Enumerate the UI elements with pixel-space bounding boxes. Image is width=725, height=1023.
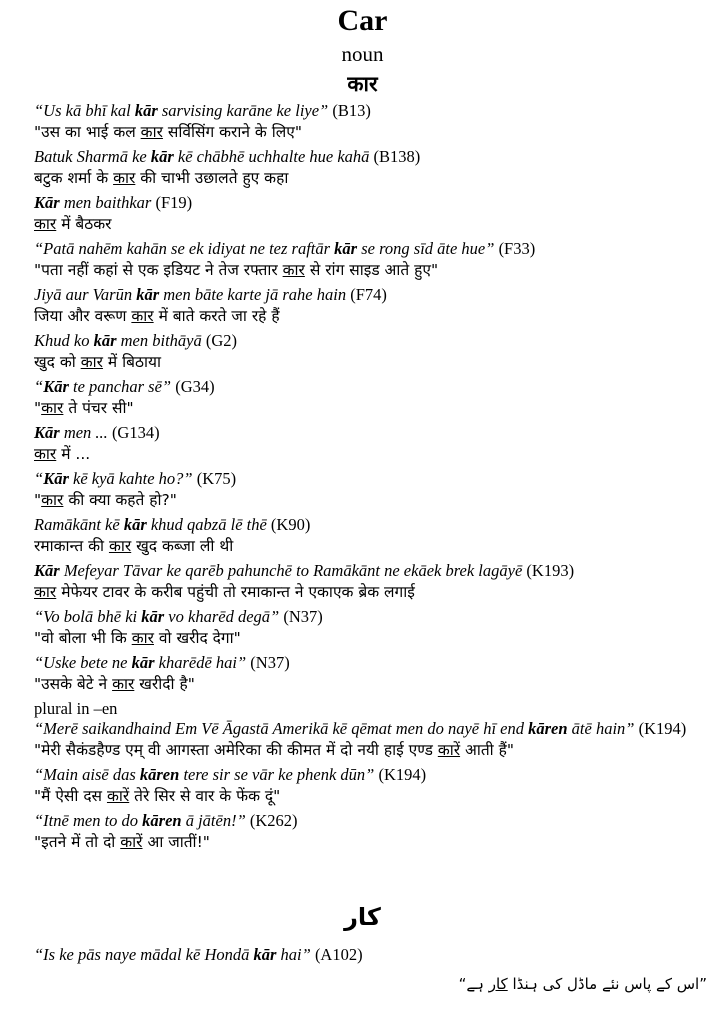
- keyword: kār: [141, 607, 165, 626]
- dv-text: में बैठकर: [56, 215, 112, 233]
- dv-keyword: कार: [41, 491, 64, 509]
- transliteration: [34, 377, 719, 397]
- entry: [34, 469, 719, 511]
- source-ref: (K194): [378, 765, 427, 784]
- transliteration: [34, 423, 719, 443]
- dv-text: जिया और वरूण: [34, 307, 132, 325]
- source-ref: (K193): [526, 561, 575, 580]
- dv-text: "उस का भाई कल: [34, 123, 141, 141]
- entry: [34, 423, 719, 465]
- entry: [34, 719, 719, 761]
- dv-text: ": [34, 491, 42, 509]
- dv-keyword: कार: [140, 123, 163, 141]
- tr-text: “Itnē men to do: [34, 811, 143, 830]
- keyword: kār: [93, 331, 117, 350]
- devanagari-line: [34, 489, 719, 511]
- urdu-text: ”اس کے پاس نئے ماڈل کی ہنڈا: [507, 975, 707, 993]
- urdu-transliteration: [34, 944, 363, 966]
- tr-text: vo kharēd degā”: [164, 607, 280, 626]
- keyword: kār: [334, 239, 358, 258]
- dv-text: "उसके बेटे ने: [34, 675, 113, 693]
- devanagari-line: [34, 397, 719, 419]
- devanagari-line: [34, 739, 719, 761]
- tr-text: men ...: [59, 423, 108, 442]
- dv-text: मेफेयर टावर के करीब पहुंची तो रमाकान्त ने एकाएक ब्रेक लगाई: [56, 583, 415, 601]
- devanagari-line: [34, 831, 719, 853]
- urdu-keyword: کار: [488, 975, 508, 993]
- transliteration: [34, 285, 719, 305]
- source-ref: (A102): [314, 945, 363, 964]
- transliteration: [34, 515, 719, 535]
- dv-text: खरीदी है": [134, 675, 195, 693]
- tr-text: “: [34, 377, 44, 396]
- dv-text: "मैं ऐसी दस: [34, 787, 107, 805]
- devanagari-line: [34, 259, 719, 281]
- source-ref: (F74): [350, 285, 387, 304]
- source-ref: (K90): [270, 515, 311, 534]
- keyword: Kār: [34, 561, 60, 580]
- dv-text: में बिठाया: [102, 353, 161, 371]
- dv-keyword: कार: [131, 307, 154, 325]
- devanagari-line: [34, 785, 719, 807]
- dv-keyword: कार: [112, 675, 135, 693]
- source-ref: (K262): [249, 811, 298, 830]
- keyword: kār: [150, 147, 174, 166]
- dv-keyword: कार: [34, 583, 57, 601]
- urdu-sentence: [459, 972, 707, 996]
- tr-text: Mefeyar Tāvar ke qarēb pahunchē to Ramākānt ne ekāek brek lagāyē: [59, 561, 523, 580]
- dv-keyword: कार: [282, 261, 305, 279]
- keyword: kāren: [139, 765, 180, 784]
- entry: [34, 239, 719, 281]
- dv-text: ": [34, 399, 42, 417]
- source-ref: (K194): [638, 719, 687, 738]
- keyword: kār: [131, 653, 155, 672]
- keyword: Kār: [43, 469, 69, 488]
- tr-text: “Main aisē das: [34, 765, 140, 784]
- transliteration: [34, 239, 719, 259]
- devanagari-line: [34, 443, 719, 465]
- tr-text: ātē hain”: [567, 719, 635, 738]
- transliteration: [34, 193, 719, 213]
- source-ref: (K75): [196, 469, 237, 488]
- source-ref: (F33): [498, 239, 536, 258]
- source-ref: (B13): [332, 101, 371, 120]
- dv-text: की चाभी उछालते हुए कहा: [135, 169, 289, 187]
- devanagari-line: [34, 581, 719, 603]
- dv-text: रमाकान्त की: [34, 537, 109, 555]
- transliteration: [34, 653, 719, 673]
- keyword: kār: [136, 285, 160, 304]
- entry: [34, 811, 719, 853]
- devanagari-line: [34, 213, 719, 235]
- tr-text: Ramākānt kē: [34, 515, 124, 534]
- transliteration: [34, 719, 719, 739]
- dv-keyword: कारें: [106, 787, 130, 805]
- dv-keyword: कार: [41, 399, 64, 417]
- entry: [34, 561, 719, 603]
- tr-text: kharēdē hai”: [154, 653, 247, 672]
- dv-text: में ...: [56, 445, 91, 463]
- transliteration: [34, 811, 719, 831]
- keyword: Kār: [34, 193, 60, 212]
- tr-text: men bithāyā: [116, 331, 202, 350]
- dv-text: खुद को: [34, 353, 81, 371]
- source-ref: (B138): [373, 147, 421, 166]
- transliteration: [34, 765, 719, 785]
- transliteration: [34, 469, 719, 489]
- dv-keyword: कार: [108, 537, 132, 555]
- dv-keyword: कार: [131, 629, 154, 647]
- plural-label: plural in –en: [34, 699, 118, 718]
- dv-text: "मेरी सैकंडहैण्ड एम् वी आगस्ता अमेरिका की कीमत में दो नयी हाई एण्ड: [34, 741, 438, 759]
- dv-keyword: कारें: [437, 741, 461, 759]
- transliteration: [34, 561, 719, 581]
- dv-text: "पता नहीं कहां से एक इडियट ने तेज रफ्तार: [34, 261, 283, 279]
- entry: [34, 377, 719, 419]
- devanagari-line: [34, 167, 719, 189]
- tr-text: se rong sīd āte hue”: [357, 239, 495, 258]
- entry: [34, 765, 719, 807]
- entry: [34, 515, 719, 557]
- source-ref: (F19): [155, 193, 193, 212]
- source-ref: (G2): [205, 331, 238, 350]
- keyword: kār: [123, 515, 147, 534]
- urdu-text: ہے“: [458, 975, 489, 993]
- keyword: Kār: [43, 377, 69, 396]
- keyword: kāren: [142, 811, 182, 830]
- devanagari-line: [34, 535, 719, 557]
- dv-text: आती हैं": [460, 741, 514, 759]
- tr-text: kē chābhē uchhalte hue kahā: [173, 147, 370, 166]
- transliteration: [34, 147, 719, 167]
- tr-text: sarvising karāne ke liye”: [157, 101, 329, 120]
- dv-text: ते पंचर सी": [63, 399, 134, 417]
- tr-text: “: [34, 469, 44, 488]
- entry: [34, 607, 719, 649]
- dv-keyword: कार: [34, 445, 57, 463]
- tr-text: “Vo bolā bhē ki: [34, 607, 142, 626]
- dv-text: वो खरीद देगा": [153, 629, 241, 647]
- dv-text: खुद कब्जा ली थी: [131, 537, 234, 555]
- dv-text: सर्विसिंग कराने के लिए": [162, 123, 302, 141]
- tr-text: Batuk Sharmā ke: [34, 147, 151, 166]
- devanagari-line: [34, 305, 719, 327]
- tr-text: “Us kā bhī kal: [34, 101, 135, 120]
- tr-text: men bāte karte jā rahe hain: [159, 285, 347, 304]
- tr-text: ā jātēn!”: [181, 811, 246, 830]
- entry: [34, 653, 719, 695]
- tr-text: “Patā nahēm kahān se ek idiyat ne tez raftār: [34, 239, 335, 258]
- transliteration: [34, 331, 719, 351]
- dv-text: से रांग साइड आते हुए": [304, 261, 439, 279]
- entry: [34, 147, 719, 189]
- urdu-headword: کار: [344, 903, 381, 931]
- keyword: kār: [134, 101, 158, 120]
- source-ref: (G134): [111, 423, 160, 442]
- devanagari-line: [34, 121, 719, 143]
- tr-text: te panchar sē”: [68, 377, 172, 396]
- dv-text: तेरे सिर से वार के फेंक दूं": [129, 787, 281, 805]
- tr-text: Khud ko: [34, 331, 94, 350]
- source-ref: (N37): [283, 607, 323, 626]
- dv-text: में बाते करते जा रहे हैं: [153, 307, 280, 325]
- dv-keyword: कार: [80, 353, 103, 371]
- devanagari-line: [34, 351, 719, 373]
- entry: [34, 331, 719, 373]
- entry: [34, 193, 719, 235]
- entry: [34, 285, 719, 327]
- keyword: kāren: [528, 719, 568, 738]
- dv-text: "इतने में तो दो: [34, 833, 121, 851]
- dv-text: "वो बोला भी कि: [34, 629, 132, 647]
- tr-text: “Merē saikandhaind Em Vē Āgastā Amerikā kē qēmat men do nayē hī end: [34, 719, 529, 738]
- transliteration: [34, 101, 719, 121]
- source-ref: (N37): [250, 653, 290, 672]
- entries-list: [34, 101, 719, 857]
- dv-keyword: कार: [34, 215, 57, 233]
- tr-text: kē kyā kahte ho?”: [68, 469, 193, 488]
- page-title: Car: [337, 4, 388, 37]
- dv-keyword: कार: [113, 169, 136, 187]
- keyword: kār: [253, 945, 277, 964]
- tr-text: hai”: [276, 945, 311, 964]
- tr-text: tere sir se vār ke phenk dūn”: [179, 765, 375, 784]
- part-of-speech: noun: [341, 42, 384, 66]
- dv-text: आ जातीं!": [142, 833, 210, 851]
- tr-text: Jiyā aur Varūn: [34, 285, 137, 304]
- tr-text: “Is ke pās naye mādal kē Hondā: [34, 945, 254, 964]
- tr-text: men baithkar: [59, 193, 152, 212]
- dv-text: बटुक शर्मा के: [34, 169, 114, 187]
- transliteration: [34, 607, 719, 627]
- devanagari-line: [34, 627, 719, 649]
- keyword: Kār: [34, 423, 60, 442]
- dv-keyword: कारें: [120, 833, 143, 851]
- entry: [34, 101, 719, 143]
- hindi-headword: कार: [347, 72, 378, 96]
- tr-text: “Uske bete ne: [34, 653, 132, 672]
- source-ref: (G34): [175, 377, 215, 396]
- tr-text: khud qabzā lē thē: [146, 515, 267, 534]
- devanagari-line: [34, 673, 719, 695]
- dv-text: की क्या कहते हो?": [63, 491, 177, 509]
